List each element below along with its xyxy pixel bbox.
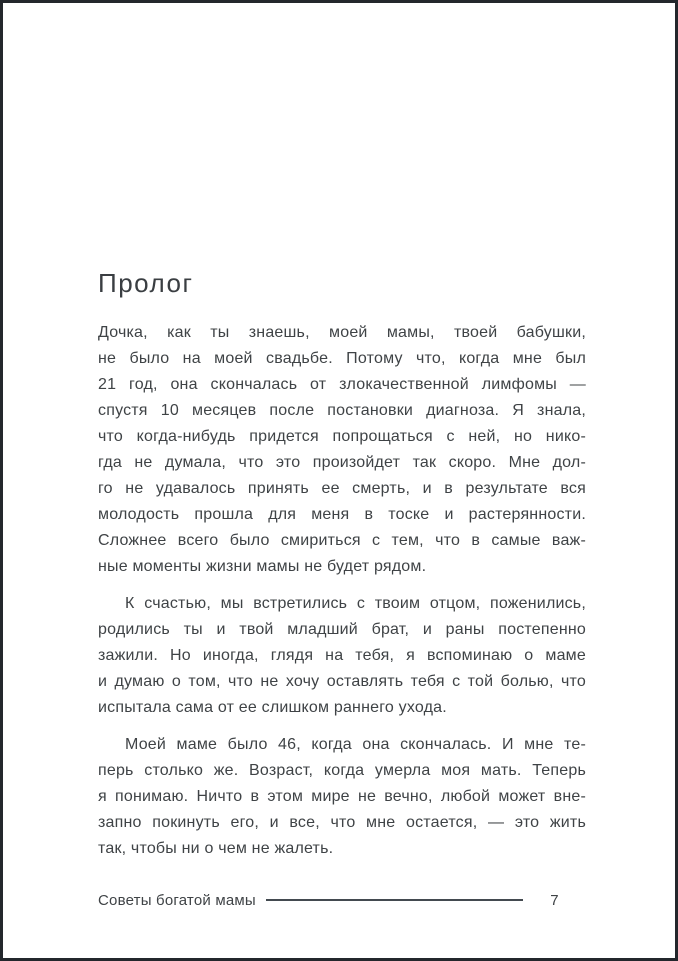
text-line: и думаю о том, что не хочу оставлять тебя с той болью, что (98, 673, 586, 690)
running-title: Советы богатой мамы (98, 891, 256, 909)
footer-rule (266, 899, 523, 901)
text-line: запно покинуть его, и все, что мне остается, — это жить (98, 814, 586, 831)
text-line: испытала сама от ее слишком раннего ухода. (98, 699, 447, 716)
text-line: не было на моей свадьбе. Потому что, когда мне был (98, 350, 586, 367)
page-number: 7 (550, 891, 559, 909)
text-line: К счастью, мы встретились с твоим отцом, поженились, (125, 595, 586, 612)
text-line: спустя 10 месяцев после постановки диагноза. Я знала, (98, 402, 586, 419)
page-content (98, 3, 586, 862)
text-line: что когда-нибудь придется попрощаться с ней, но нико- (98, 428, 586, 445)
chapter-title: Пролог (98, 268, 194, 298)
text-line: Моей маме было 46, когда она скончалась. И мне те- (125, 736, 586, 753)
text-line: молодость прошла для меня в тоске и растерянности. (98, 506, 586, 523)
text-line: Дочка, как ты знаешь, моей мамы, твоей бабушки, (98, 324, 586, 341)
text-line: я понимаю. Ничто в этом мире не вечно, любой может вне- (98, 788, 586, 805)
paragraph-3 (98, 732, 586, 862)
text-line: зажили. Но иногда, глядя на тебя, я вспоминаю о маме (98, 647, 586, 664)
page-footer (98, 889, 586, 911)
paragraph-1 (98, 320, 586, 580)
text-line: го не удавалось принять ее смерть, и в результате вся (98, 480, 586, 497)
text-line: ные моменты жизни мамы не будет рядом. (98, 558, 427, 575)
text-line: Сложнее всего было смириться с тем, что в самые важ- (98, 532, 586, 549)
text-line: перь столько же. Возраст, когда умерла моя мать. Теперь (98, 762, 586, 779)
text-line: гда не думала, что это произойдет так скоро. Мне дол- (98, 454, 586, 471)
text-line: так, чтобы ни о чем не жалеть. (98, 840, 334, 857)
paragraph-2 (98, 591, 586, 721)
text-line: 21 год, она скончалась от злокачественной лимфомы — (98, 376, 586, 393)
text-line: родились ты и твой младший брат, и раны постепенно (98, 621, 586, 638)
